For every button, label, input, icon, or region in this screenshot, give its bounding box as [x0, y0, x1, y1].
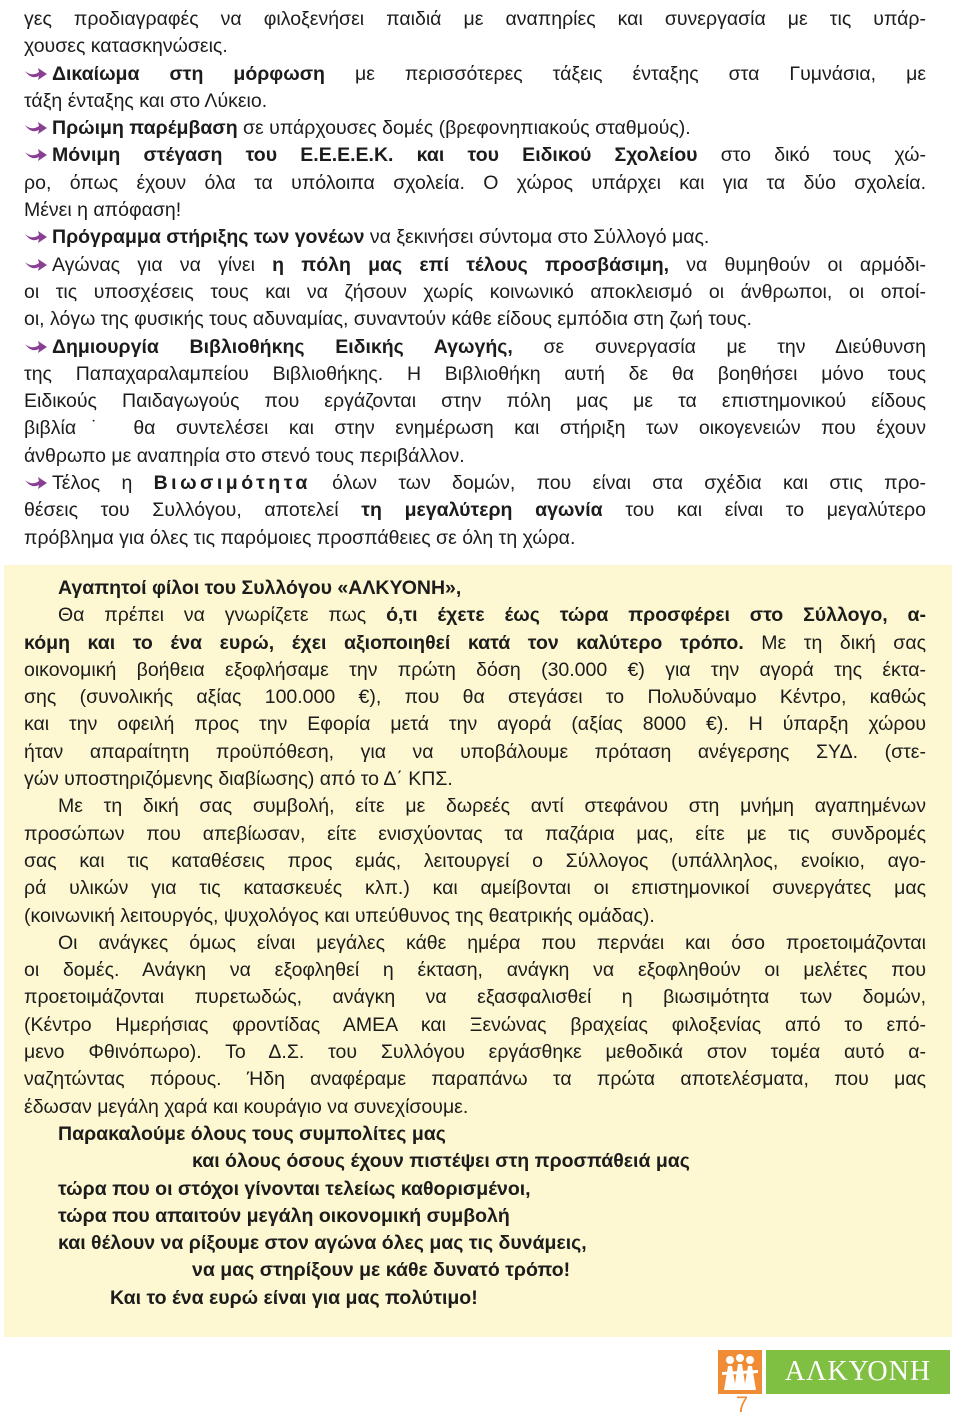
- arrow-bullet-icon: [24, 148, 48, 162]
- text: με περισσότερες τάξεις ένταξης στα Γυμνάσια, με: [324, 62, 926, 85]
- text-line: [24, 415, 926, 442]
- text-line: [24, 903, 926, 930]
- closing-line: [24, 1285, 926, 1312]
- text: Οι ανάγκες όμως είναι μεγάλες κάθε ημέρα που περνάει και όσο προετοιμάζονται: [58, 931, 926, 954]
- bold-text: κόμη και το ένα ευρώ, έχει αξιοποιηθεί κατά τον καλύτερο τρόπο.: [24, 631, 744, 654]
- text-line: [24, 1094, 926, 1121]
- text: ρο, όπως έχουν όλα τα υπόλοιπα σχολεία. Ο χώρος υπάρχει και για τα δύο σχολεία.: [24, 171, 926, 194]
- alkyoni-logo: [718, 1350, 950, 1394]
- text-line: [24, 197, 926, 224]
- text-line: [24, 1012, 926, 1039]
- bullet-item-education: [24, 61, 926, 88]
- text: όλων των δομών, που είναι στα σχέδια και στις προ-: [310, 472, 926, 495]
- text: να ξεκινήσει σύντομα στο Σύλλογό μας.: [364, 226, 710, 249]
- bullet-item-sustainability: [24, 470, 926, 497]
- text-line: [24, 279, 926, 306]
- text: της Παπαχαραλαμπείου Βιβλιοθήκης. Η Βιβλιοθήκη αυτή δε θα βοηθήσει μόνο τους: [24, 362, 926, 385]
- text: οικονομική βοήθεια εξοφλήσαμε την πρώτη δόση (30.000 €) για την αγορά της έκτα-: [24, 658, 926, 681]
- text: Με τη δική σας συμβολή, είτε με δωρεές αντί στεφάνου στη μνήμη αγαπημένων: [58, 795, 926, 818]
- bullet-item-housing: [24, 142, 926, 169]
- bold-text: να μας στηρίξουν με κάθε δυνατό τρόπο!: [192, 1259, 571, 1282]
- text-line: [24, 821, 926, 848]
- bold-text: Δημιουργία Βιβλιοθήκης Ειδικής Αγωγής,: [52, 335, 513, 358]
- text: στο δικό τους χώ-: [697, 144, 926, 167]
- text-line: [24, 984, 926, 1011]
- text: γες προδιαγραφές να φιλοξενήσει παιδιά με αναπηρίες και συνεργασία με τις υπάρ-: [24, 8, 926, 30]
- text: και την οφειλή προς την Εφορία μετά την αγορά (αξίας 8000 €). Η ύπαρξη χώρου: [24, 713, 926, 736]
- closing-line: [24, 1203, 926, 1230]
- text: (Κέντρο Ημερήσιας φροντίδας ΑΜΕΑ και Ξενώνας βραχείας φιλοξενίας από το επό-: [24, 1013, 926, 1036]
- text: σης (συνολικής αξίας 100.000 €), που θα στεγάσει το Πολυδύναμο Κέντρο, καθώς: [24, 686, 926, 709]
- text: άνθρωπο με αναπηρία στο στενό τους περιβάλλον.: [24, 444, 465, 467]
- logo-text: ΑΛΚΥΟΝΗ: [784, 1356, 932, 1387]
- text: Αγώνας για να γίνει: [52, 253, 273, 276]
- text-line: [24, 1066, 926, 1093]
- closing-line: [24, 1121, 926, 1148]
- bullet-item-parent-support: [24, 224, 926, 251]
- text-line: [24, 497, 926, 524]
- bold-text: Πρώιμη παρέμβαση: [52, 117, 238, 140]
- goals-list: [24, 6, 926, 552]
- closing-line: [24, 1176, 926, 1203]
- text: χουσες κατασκηνώσεις.: [24, 35, 228, 58]
- text: οι, λόγω της φυσικής τους αδυναμίας, συναντούν κάθε είδους εμπόδια στη ζωή τους.: [24, 308, 752, 331]
- text: να θυμηθούν οι αρμόδι-: [669, 253, 926, 276]
- text: ήταν απαραίτητη προϋπόθεση, για να υποβάλουμε πρόταση ανέγερσης ΣΥΔ. (στε-: [24, 740, 926, 763]
- text: προετοιμάζονται πυρετωδώς, ανάγκη να εξασφαλισθεί η βιωσιμότητα των δομών,: [24, 986, 926, 1009]
- text-line: [24, 88, 926, 115]
- bold-text: Πρόγραμμα στήριξης των γονέων: [52, 226, 365, 249]
- arrow-bullet-icon: [24, 121, 48, 135]
- text: οι τις υποσχέσεις τους και να ζήσουν χωρίς κοινωνικό αποκλεισμό οι άνθρωποι, οι οποί-: [24, 280, 926, 303]
- text-line: [24, 388, 926, 415]
- text-line: [24, 657, 926, 684]
- bullet-item-library: [24, 334, 926, 361]
- closing-line: [24, 1148, 926, 1175]
- text: τάξη ένταξης και στο Λύκειο.: [24, 89, 268, 112]
- text-line: [24, 957, 926, 984]
- text: του και είναι το μεγαλύτερο: [602, 499, 926, 522]
- text: Μένει η απόφαση!: [24, 199, 182, 222]
- page-number: 7: [735, 1392, 749, 1417]
- text: οι δομές. Ανάγκη να εξοφληθεί η έκταση, ανάγκη να εξοφληθούν οι μελέτες που: [24, 959, 926, 982]
- bold-text: τη μεγαλύτερη αγωνία: [361, 499, 603, 522]
- appeal-heading: [24, 575, 926, 602]
- text-line: [24, 443, 926, 470]
- text-line: [24, 684, 926, 711]
- text: ρά υλικών για τις κατασκευές κλπ.) και αμείβονται οι επιστημονικοί συνεργάτες μας: [24, 877, 926, 900]
- text: ναζητώντας πόρους. Ήδη αναφέραμε παραπάνω τα πρώτα αποτελέσματα, που μας: [24, 1068, 926, 1091]
- text: Τέλος η: [52, 472, 154, 495]
- text-line: [24, 306, 926, 333]
- text-line: [24, 711, 926, 738]
- text-line: [24, 848, 926, 875]
- bold-text: Παρακαλούμε όλους τους συμπολίτες μας: [58, 1122, 446, 1145]
- text-line: [24, 170, 926, 197]
- text-line: [24, 602, 926, 629]
- text-line: [24, 766, 926, 793]
- text: θέσεις του Συλλόγου, αποτελεί: [24, 499, 362, 522]
- text: πρόβλημα για όλες τις παρόμοιες προσπάθειες σε όλη τη χώρα.: [24, 526, 576, 549]
- bold-text: τώρα που οι στόχοι γίνονται τελείως καθορισμένοι,: [58, 1177, 531, 1200]
- bold-text: ό,τι έχετε έως τώρα προσφέρει στο Σύλλογο, α-: [386, 604, 926, 627]
- arrow-bullet-icon: [24, 340, 48, 354]
- bullet-item-accessibility: [24, 252, 926, 279]
- text: (κοινωνική λειτουργός, ψυχολόγος και υπεύθυνος της θεατρικής ομάδας).: [24, 904, 655, 927]
- text-line: [24, 6, 926, 33]
- bold-text: τώρα που απαιτούν μεγάλη οικονομική συμβολή: [58, 1204, 510, 1227]
- logo-band: [766, 1350, 950, 1394]
- text: σας και τις καταθέσεις προς εμάς, λειτουργεί ο Σύλλογος (υπάλληλος, ενοίκιο, αγο-: [24, 849, 926, 872]
- text-line: [24, 525, 926, 552]
- bold-text: Και το ένα ευρώ είναι για μας πολύτιμο!: [110, 1286, 478, 1309]
- arrow-bullet-icon: [24, 67, 48, 81]
- text: σε συνεργασία με την Διεύθυνση: [512, 335, 926, 358]
- arrow-bullet-icon: [24, 230, 48, 244]
- text-line: [24, 630, 926, 657]
- text-line: [24, 33, 926, 60]
- text: Θα πρέπει να γνωρίζετε πως: [58, 604, 387, 627]
- text-line: [24, 875, 926, 902]
- bold-text: και θέλουν να ρίξουμε στον αγώνα όλες μας τις δυνάμεις,: [58, 1232, 587, 1255]
- text-line: [24, 930, 926, 957]
- text: βιβλία˙ θα συντελέσει και στην ενημέρωση και στήριξη των οικογενειών που έχουν: [24, 417, 926, 440]
- bold-text: Μόνιμη στέγαση του Ε.Ε.Ε.Ε.Κ. και του Ειδικού Σχολείου: [52, 144, 698, 167]
- bold-text: και όλους όσους έχουν πιστέψει στη προσπάθειά μας: [192, 1150, 690, 1173]
- appeal-text: [24, 575, 926, 1312]
- text: σε υπάρχουσες δομές (βρεφονηπιακούς σταθμούς).: [237, 117, 691, 140]
- bold-text: Δικαίωμα στη μόρφωση: [52, 62, 325, 85]
- text: μενο Φθινόπωρο). Το Δ.Σ. του Συλλόγου εργάσθηκε μεθοδικά στον τομέα αυτό α-: [24, 1041, 926, 1064]
- closing-line: [24, 1230, 926, 1257]
- bold-text: Αγαπητοί φίλοι του Συλλόγου «ΑΛΚΥΟΝΗ»,: [58, 577, 462, 599]
- people-figures-icon: [718, 1350, 762, 1394]
- text-line: [24, 739, 926, 766]
- arrow-bullet-icon: [24, 476, 48, 490]
- text-line: [24, 1039, 926, 1066]
- text: Με τη δική σας: [743, 631, 926, 654]
- text-line: [24, 361, 926, 388]
- arrow-bullet-icon: [24, 258, 48, 272]
- bullet-item-early-intervention: [24, 115, 926, 142]
- text: γών υποστηριζόμενης διαβίωσης) από το Δ΄ ΚΠΣ.: [24, 768, 453, 791]
- bold-text: Βιωσιμότητα: [153, 472, 311, 495]
- text: έδωσαν μεγάλη χαρά και κουράγιο να συνεχίσουμε.: [24, 1095, 469, 1118]
- closing-line: [24, 1257, 926, 1284]
- text: Ειδικούς Παιδαγωγούς που εργάζονται στην πόλη μας με τα επιστημονικού είδους: [24, 390, 926, 413]
- text-line: [24, 793, 926, 820]
- text: προσώπων που απεβίωσαν, είτε ενισχύοντας τα παζάρια μας, είτε με τις συνδρομές: [24, 822, 926, 845]
- bold-text: η πόλη μας επί τέλους προσβάσιμη,: [272, 253, 670, 276]
